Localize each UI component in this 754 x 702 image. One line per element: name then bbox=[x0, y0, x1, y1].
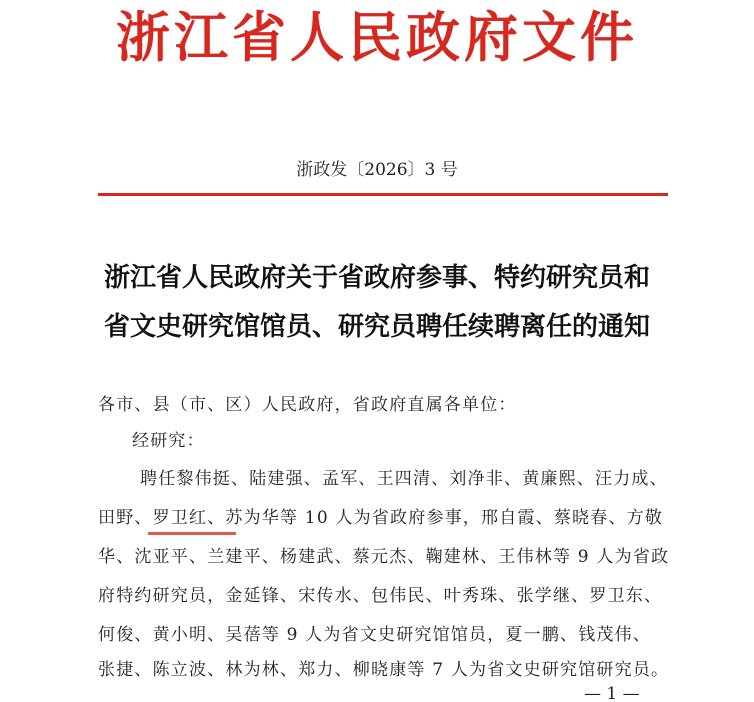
body-text-line: 华、沈亚平、兰建平、杨建武、蔡元杰、鞠建林、王伟林等 9 人为省政 bbox=[98, 547, 670, 567]
addressee-line: 各市、县（市、区）人民政府，省政府直属各单位： bbox=[98, 395, 517, 415]
body-text-line: 张捷、陈立波、林为林、郑力、柳晓康等 7 人为省文史研究馆研究员。 bbox=[98, 660, 670, 680]
document-number: 浙政发〔2026〕3 号 bbox=[296, 160, 458, 180]
document-masthead: 浙江省人民政府文件 bbox=[116, 6, 638, 69]
document-title-line-2: 省文史研究馆馆员、研究员聘任续聘离任的通知 bbox=[103, 312, 650, 342]
document-title-line-1: 浙江省人民政府关于省政府参事、特约研究员和 bbox=[103, 263, 650, 293]
intro-line: 经研究： bbox=[132, 431, 205, 451]
red-separator-line bbox=[98, 193, 668, 196]
body-text-line: 田野、罗卫红、苏为华等 10 人为省政府参事，邢自霞、蔡晓春、方敬 bbox=[98, 508, 664, 528]
body-text-line: 聘任黎伟挺、陆建强、孟军、王四清、刘净非、黄廉熙、汪力成、 bbox=[140, 469, 668, 489]
body-text-line: 府特约研究员，金延锋、宋传水、包伟民、叶秀珠、张学继、罗卫东、 bbox=[98, 586, 663, 606]
body-text-line: 何俊、黄小明、吴蓓等 9 人为省文史研究馆馆员，夏一鹏、钱茂伟、 bbox=[98, 625, 652, 645]
highlight-underline bbox=[148, 532, 236, 535]
page-number: — 1 — bbox=[584, 684, 640, 702]
